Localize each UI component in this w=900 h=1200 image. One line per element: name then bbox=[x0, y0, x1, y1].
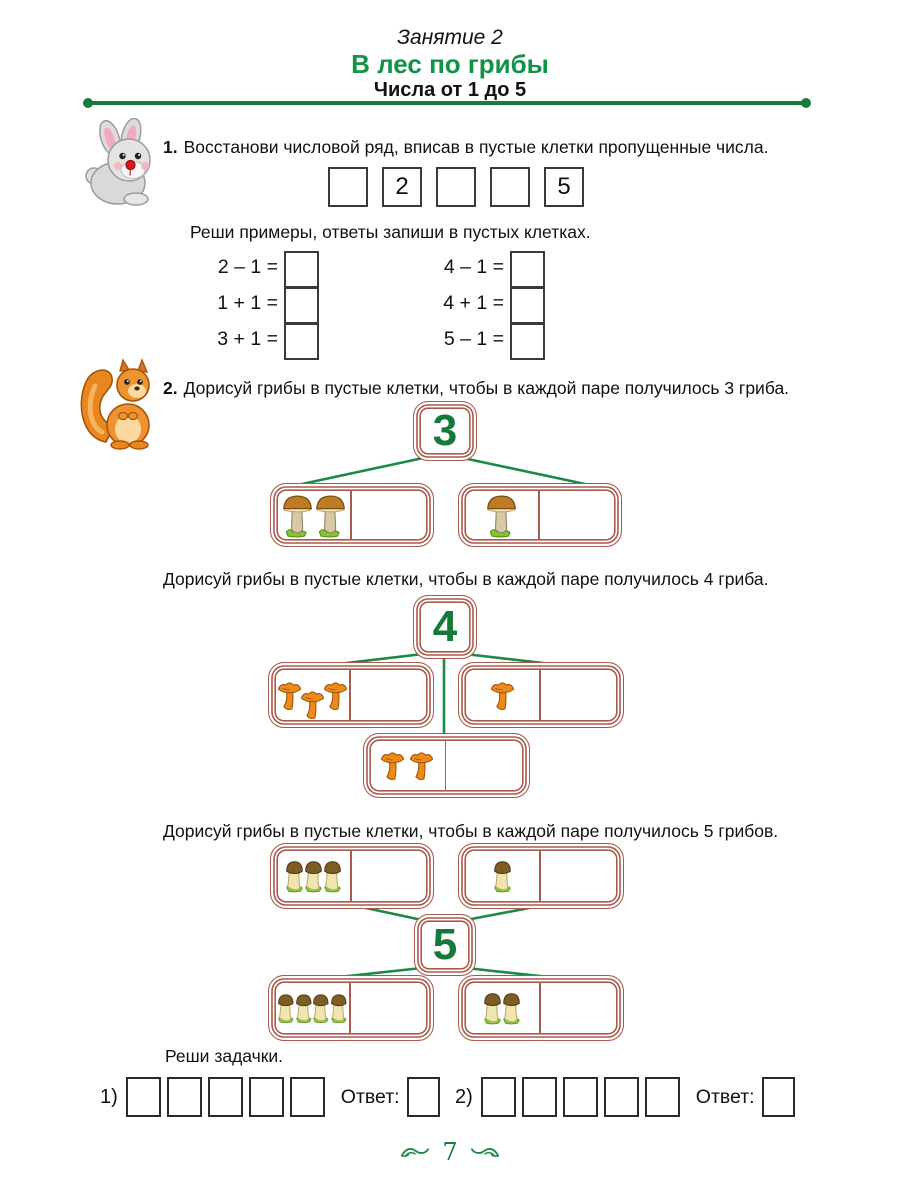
task-cell-box bbox=[126, 1077, 161, 1117]
mushroom-pair-box bbox=[270, 483, 434, 547]
task1-number: 1. bbox=[163, 137, 178, 157]
pair-divider bbox=[350, 851, 352, 901]
chanterelle-mushroom-icon bbox=[489, 679, 516, 712]
pair-divider bbox=[445, 741, 447, 790]
porcini-mushroom-icon bbox=[312, 991, 330, 1025]
page-subtitle: Числа от 1 до 5 bbox=[373, 79, 527, 101]
pair-divider bbox=[538, 491, 540, 539]
rule-dot-right bbox=[801, 98, 811, 108]
example-expression: 5 – 1 = bbox=[443, 328, 504, 350]
mushroom-cell bbox=[468, 984, 536, 1032]
mushroom-pair-box bbox=[268, 975, 434, 1041]
target-number-box-5: 5 bbox=[414, 914, 476, 976]
pair-divider bbox=[539, 670, 541, 720]
example-answer-box bbox=[510, 287, 545, 324]
mushroom-pair-box bbox=[270, 843, 434, 909]
example-expression: 4 + 1 = bbox=[443, 292, 504, 314]
task-cell-box bbox=[208, 1077, 243, 1117]
example-expression: 1 + 1 = bbox=[217, 292, 278, 314]
task-cell-box bbox=[522, 1077, 557, 1117]
mushroom-cell bbox=[280, 852, 347, 900]
task-cells bbox=[126, 1077, 331, 1117]
examples-intro: Реши примеры, ответы запиши в пустых клетках. bbox=[190, 222, 591, 242]
task-row-label: 2) bbox=[455, 1085, 473, 1108]
porcini-mushroom-icon bbox=[295, 991, 313, 1025]
porcini-mushroom-icon bbox=[330, 991, 348, 1025]
example-answer-box bbox=[284, 323, 319, 360]
porcini-mushroom-icon bbox=[502, 991, 521, 1025]
leaf-ornament-left-icon bbox=[400, 1145, 430, 1159]
squirrel-image bbox=[76, 358, 160, 450]
number-row-cell bbox=[436, 167, 476, 207]
number-row-cell: 2 bbox=[382, 167, 422, 207]
task-row-2 bbox=[455, 1077, 795, 1117]
boletus-mushroom-icon bbox=[315, 492, 346, 539]
mushroom-pair-box bbox=[458, 483, 622, 547]
rule-dot-left bbox=[83, 98, 93, 108]
target-number-box-4: 4 bbox=[413, 595, 477, 659]
number-row-cell bbox=[328, 167, 368, 207]
answer-box bbox=[407, 1077, 440, 1117]
mushroom-cell bbox=[278, 984, 346, 1032]
porcini-mushroom-icon bbox=[493, 859, 512, 893]
pair-divider bbox=[539, 983, 541, 1033]
task-cell-box bbox=[167, 1077, 202, 1117]
pair-divider bbox=[349, 983, 351, 1033]
example-expression: 4 – 1 = bbox=[443, 256, 504, 278]
task2-text5: Дорисуй грибы в пустые клетки, чтобы в каждой паре получилось 5 грибов. bbox=[163, 821, 779, 841]
pair-divider bbox=[349, 670, 351, 720]
page-title: В лес по грибы bbox=[351, 49, 549, 79]
chanterelle-mushroom-icon bbox=[379, 749, 406, 782]
page-footer bbox=[0, 1138, 900, 1166]
task2-text: 2. Дорисуй грибы в пустые клетки, чтобы в каждой паре получилось 3 гриба. bbox=[163, 378, 790, 398]
number-row-cell: 5 bbox=[544, 167, 584, 207]
mushroom-pair-box bbox=[458, 662, 624, 728]
task-cell-box bbox=[290, 1077, 325, 1117]
mushroom-cell bbox=[468, 852, 536, 900]
porcini-mushroom-icon bbox=[323, 859, 342, 893]
answer-label: Ответ: bbox=[340, 1085, 400, 1108]
task-cell-box bbox=[481, 1077, 516, 1117]
number-row bbox=[328, 167, 584, 207]
porcini-mushroom-icon bbox=[277, 991, 295, 1025]
mushroom-pair-box bbox=[268, 662, 434, 728]
page-number: 7 bbox=[442, 1138, 458, 1166]
task-cell-box bbox=[563, 1077, 598, 1117]
mushroom-pair-box bbox=[458, 843, 624, 909]
pair-divider bbox=[350, 491, 352, 539]
porcini-mushroom-icon bbox=[285, 859, 304, 893]
mushroom-cell bbox=[468, 671, 536, 719]
porcini-mushroom-icon bbox=[304, 859, 323, 893]
mushroom-cell bbox=[468, 492, 535, 538]
chanterelle-mushroom-icon bbox=[408, 749, 435, 782]
example-answer-box bbox=[510, 323, 545, 360]
task-cells bbox=[481, 1077, 686, 1117]
answer-box bbox=[762, 1077, 795, 1117]
mushroom-pair-box bbox=[363, 733, 530, 798]
tasks-intro: Реши задачки. bbox=[165, 1046, 284, 1066]
example-expression: 3 + 1 = bbox=[217, 328, 278, 350]
task-cell-box bbox=[249, 1077, 284, 1117]
task2-number: 2. bbox=[163, 378, 178, 398]
mushroom-cell bbox=[278, 671, 346, 719]
example-answer-box bbox=[284, 251, 319, 288]
task-row-label: 1) bbox=[100, 1085, 118, 1108]
porcini-mushroom-icon bbox=[483, 991, 502, 1025]
rabbit-image bbox=[84, 118, 162, 206]
boletus-mushroom-icon bbox=[282, 492, 313, 539]
mushroom-cell bbox=[373, 742, 442, 789]
example-answer-box bbox=[284, 287, 319, 324]
task2-text4: Дорисуй грибы в пустые клетки, чтобы в каждой паре получилось 4 гриба. bbox=[163, 569, 769, 589]
lesson-label: Занятие 2 bbox=[397, 26, 503, 49]
task1-text: 1. Восстанови числовой ряд, вписав в пустые клетки пропущенные числа. bbox=[163, 137, 769, 157]
boletus-mushroom-icon bbox=[486, 492, 517, 539]
target-number-box-3: 3 bbox=[413, 401, 477, 461]
answer-label: Ответ: bbox=[695, 1085, 755, 1108]
example-answer-box bbox=[510, 251, 545, 288]
mushroom-pair-box bbox=[458, 975, 624, 1041]
leaf-ornament-right-icon bbox=[470, 1145, 500, 1159]
number-row-cell bbox=[490, 167, 530, 207]
example-expression: 2 – 1 = bbox=[217, 256, 278, 278]
task-cell-box bbox=[645, 1077, 680, 1117]
task-row-1 bbox=[100, 1077, 440, 1117]
task-cell-box bbox=[604, 1077, 639, 1117]
pair-divider bbox=[539, 851, 541, 901]
chanterelle-mushroom-icon bbox=[322, 679, 349, 712]
mushroom-cell bbox=[280, 492, 347, 538]
chanterelle-mushroom-icon bbox=[299, 688, 326, 721]
header-rule bbox=[85, 101, 807, 105]
